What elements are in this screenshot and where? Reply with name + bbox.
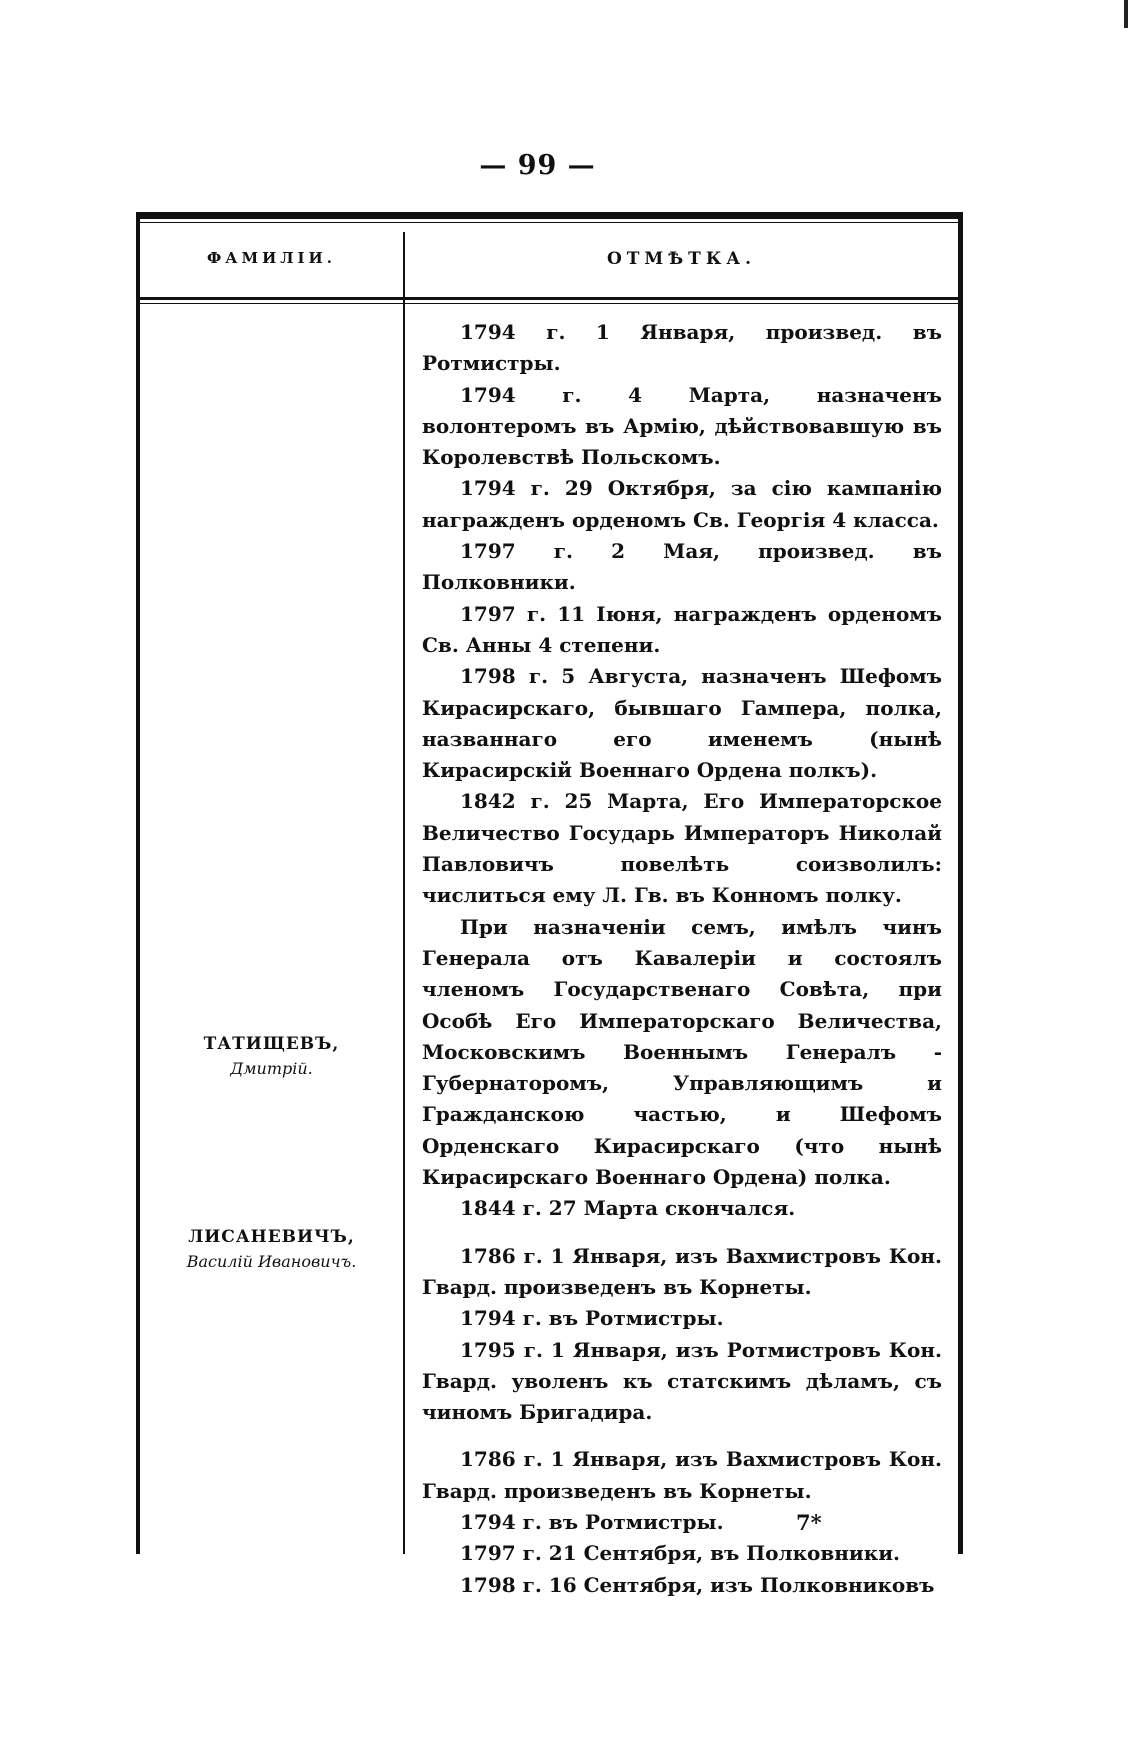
entry: 1797 г. 11 Іюня, награжденъ орденомъ Св. Анны 4 степени. [422, 601, 942, 657]
scan-edge-mark [1124, 0, 1128, 28]
given-name: Василій Ивановичъ. [186, 1252, 357, 1271]
header-surnames: ФАМИЛІИ. [207, 249, 336, 267]
entry: 1794 г. въ Ротмистры. [460, 1509, 724, 1534]
header-rule [140, 297, 958, 300]
signature-mark: 7* [796, 1510, 822, 1535]
record-table [136, 212, 963, 1597]
entry: 1794 г. 1 Января, произвед. въ Ротмистры. [422, 320, 942, 376]
entry: 1844 г. 27 Марта скончался. [460, 1196, 796, 1221]
person-tatishchev [140, 1031, 403, 1081]
entry: 1798 г. 5 Августа, назначенъ Шефомъ Кирасирскаго, бывшаго Гампера, полка, названнаго его именемъ (нынѣ Кирасирскій Военнаго Ордена полкъ). [422, 664, 942, 783]
person-lisanevich [140, 1224, 403, 1274]
notes-column [422, 317, 942, 1601]
entry: 1794 г. 4 Марта, назначенъ волонтеромъ въ Армію, дѣйствовавшую въ Королевствѣ Польскомъ. [422, 382, 942, 470]
entry: 1794 г. 29 Октября, за сію кампанію награжденъ орденомъ Св. Георгія 4 класса. [422, 476, 942, 532]
entry: 1842 г. 25 Марта, Его Императорское Величество Государь Императоръ Николай Павловичъ повелѣть соизволилъ: числиться ему Л. Гв. въ Конномъ полку. [422, 789, 942, 908]
entry: 1786 г. 1 Января, изъ Вахмистровъ Кон. Гвард. произведенъ въ Корнеты. [422, 1447, 942, 1503]
entry: 1797 г. 2 Мая, произвед. въ Полковники. [422, 539, 942, 595]
entry: 1786 г. 1 Января, изъ Вахмистровъ Кон. Гвард. произведенъ въ Корнеты. [422, 1243, 942, 1299]
entry: 1795 г. 1 Января, изъ Ротмистровъ Кон. Гвард. уволенъ къ статскимъ дѣламъ, съ чиномъ Бригадира. [422, 1337, 942, 1425]
page-number: — 99 — [479, 150, 596, 181]
surname: ЛИСАНЕВИЧЪ, [188, 1227, 355, 1247]
entry: 1797 г. 21 Сентября, въ Полковники. [460, 1541, 900, 1566]
given-name: Дмитрій. [230, 1059, 313, 1078]
column-divider [403, 232, 405, 1554]
entry: 1794 г. въ Ротмистры. [460, 1306, 724, 1331]
entry: При назначеніи семъ, имѣлъ чинъ Генерала отъ Кавалеріи и состоялъ членомъ Государственаго Совѣта, при Особѣ Его Императорскаго Величества, Московскимъ Военнымъ Генералъ - Губернаторомъ, Управляющимъ и Гражданскою частью, и Шефомъ Орденскаго Кирасирскаго (что нынѣ Кирасирскаго Военнаго Ордена) полка. [422, 914, 942, 1190]
header-notes: ОТМѢТКА. [606, 249, 757, 269]
entry: 1798 г. 16 Сентября, изъ Полковниковъ [460, 1572, 935, 1597]
surname: ТАТИЩЕВЪ, [203, 1034, 340, 1054]
